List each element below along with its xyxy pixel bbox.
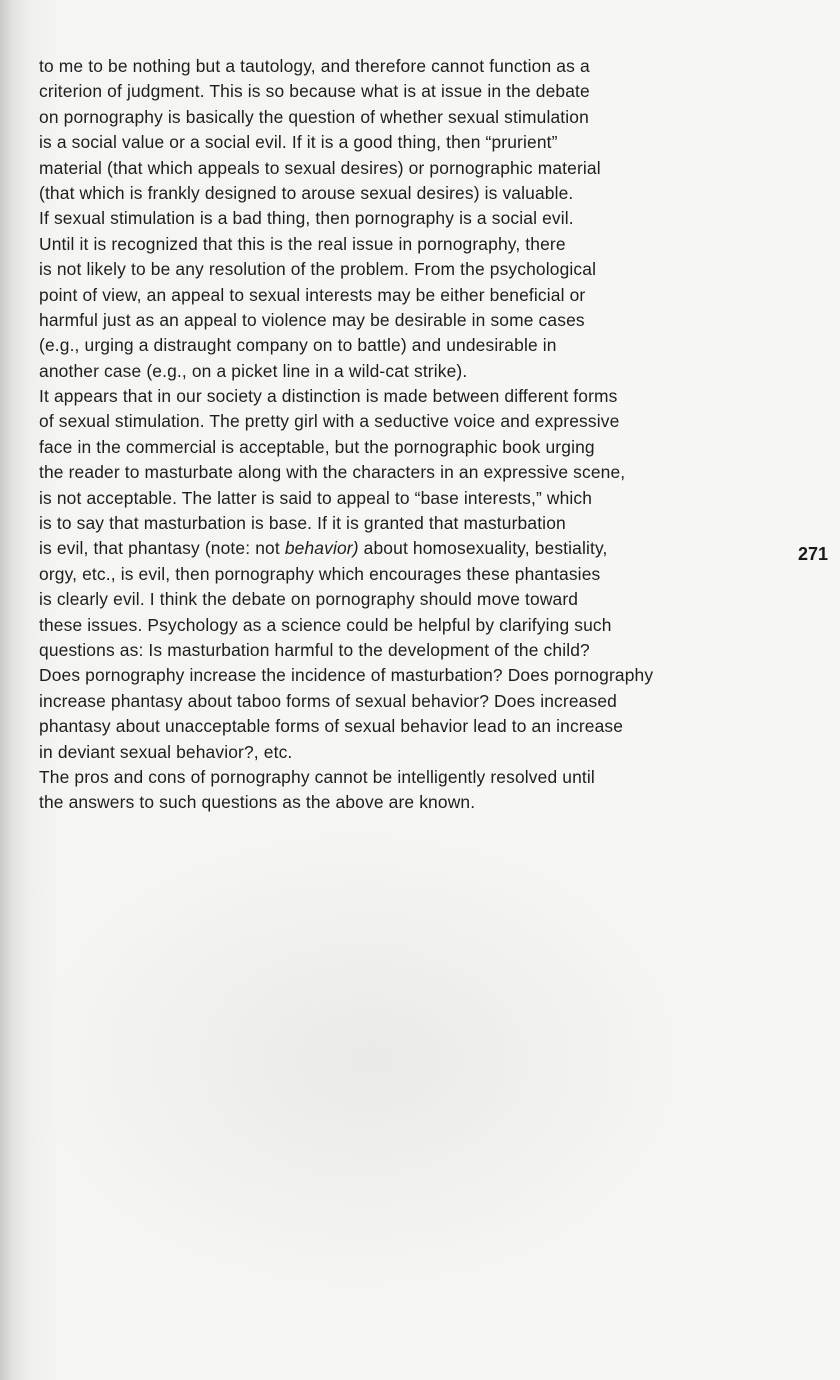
text-line: is to say that masturbation is base. If it is granted that masturbation [39, 513, 566, 534]
text-line: harmful just as an appeal to violence may be desirable in some cases [39, 309, 585, 330]
text-line: Until it is recognized that this is the real issue in pornography, there [39, 233, 566, 254]
text-line: in deviant sexual behavior?, etc. [39, 741, 293, 762]
text-line: point of view, an appeal to sexual interests may be either beneficial or [39, 284, 586, 305]
text-line: to me to be nothing but a tautology, and therefore cannot function as a [39, 56, 590, 76]
text-line: is not acceptable. The latter is said to appeal to “base interests,” which [39, 487, 593, 508]
text-line: is a social value or a social evil. If it is a good thing, then “prurient” [39, 132, 558, 153]
text-line: face in the commercial is acceptable, but the pornographic book urging [39, 436, 595, 457]
text-line: criterion of judgment. This is so because what is at issue in the debate [39, 81, 590, 102]
text-line: is clearly evil. I think the debate on pornography should move toward [39, 589, 579, 610]
text-line-with-italic [39, 536, 719, 561]
text-line: orgy, etc., is evil, then pornography which encourages these phantasies [39, 563, 601, 584]
text-line: material (that which appeals to sexual desires) or pornographic material [39, 157, 601, 178]
text-line: increase phantasy about taboo forms of sexual behavior? Does increased [39, 690, 617, 711]
text-line: The pros and cons of pornography cannot be intelligently resolved until [39, 766, 595, 787]
text-line: of sexual stimulation. The pretty girl with a seductive voice and expressive [39, 411, 620, 432]
page-number: 271 [798, 544, 829, 564]
text-line: It appears that in our society a distinction is made between different forms [39, 386, 618, 407]
text-line: If sexual stimulation is a bad thing, then pornography is a social evil. [39, 208, 574, 229]
text-line: the answers to such questions as the above are known. [39, 792, 476, 813]
text-line: these issues. Psychology as a science could be helpful by clarifying such [39, 614, 612, 635]
text-segment: is evil, that phantasy (note: not [39, 538, 285, 559]
italic-emphasis: behavior) [284, 538, 359, 559]
text-line: the reader to masturbate along with the characters in an expressive scene, [39, 462, 626, 483]
text-line: phantasy about unacceptable forms of sexual behavior lead to an increase [39, 716, 624, 737]
text-line: on pornography is basically the question of whether sexual stimulation [39, 106, 589, 127]
text-line: (e.g., urging a distraught company on to battle) and undesirable in [39, 335, 557, 356]
body-text [39, 54, 719, 816]
show-through-shading [30, 820, 710, 1300]
text-line: another case (e.g., on a picket line in a wild-cat strike). [39, 360, 468, 381]
text-line: (that which is frankly designed to arouse sexual desires) is valuable. [39, 182, 574, 203]
text-line: Does pornography increase the incidence of masturbation? Does pornography [39, 665, 654, 686]
text-line: is not likely to be any resolution of the problem. From the psychological [39, 259, 597, 280]
text-line: questions as: Is masturbation harmful to the development of the child? [39, 639, 590, 660]
text-segment: about homosexuality, bestiality, [358, 538, 608, 559]
